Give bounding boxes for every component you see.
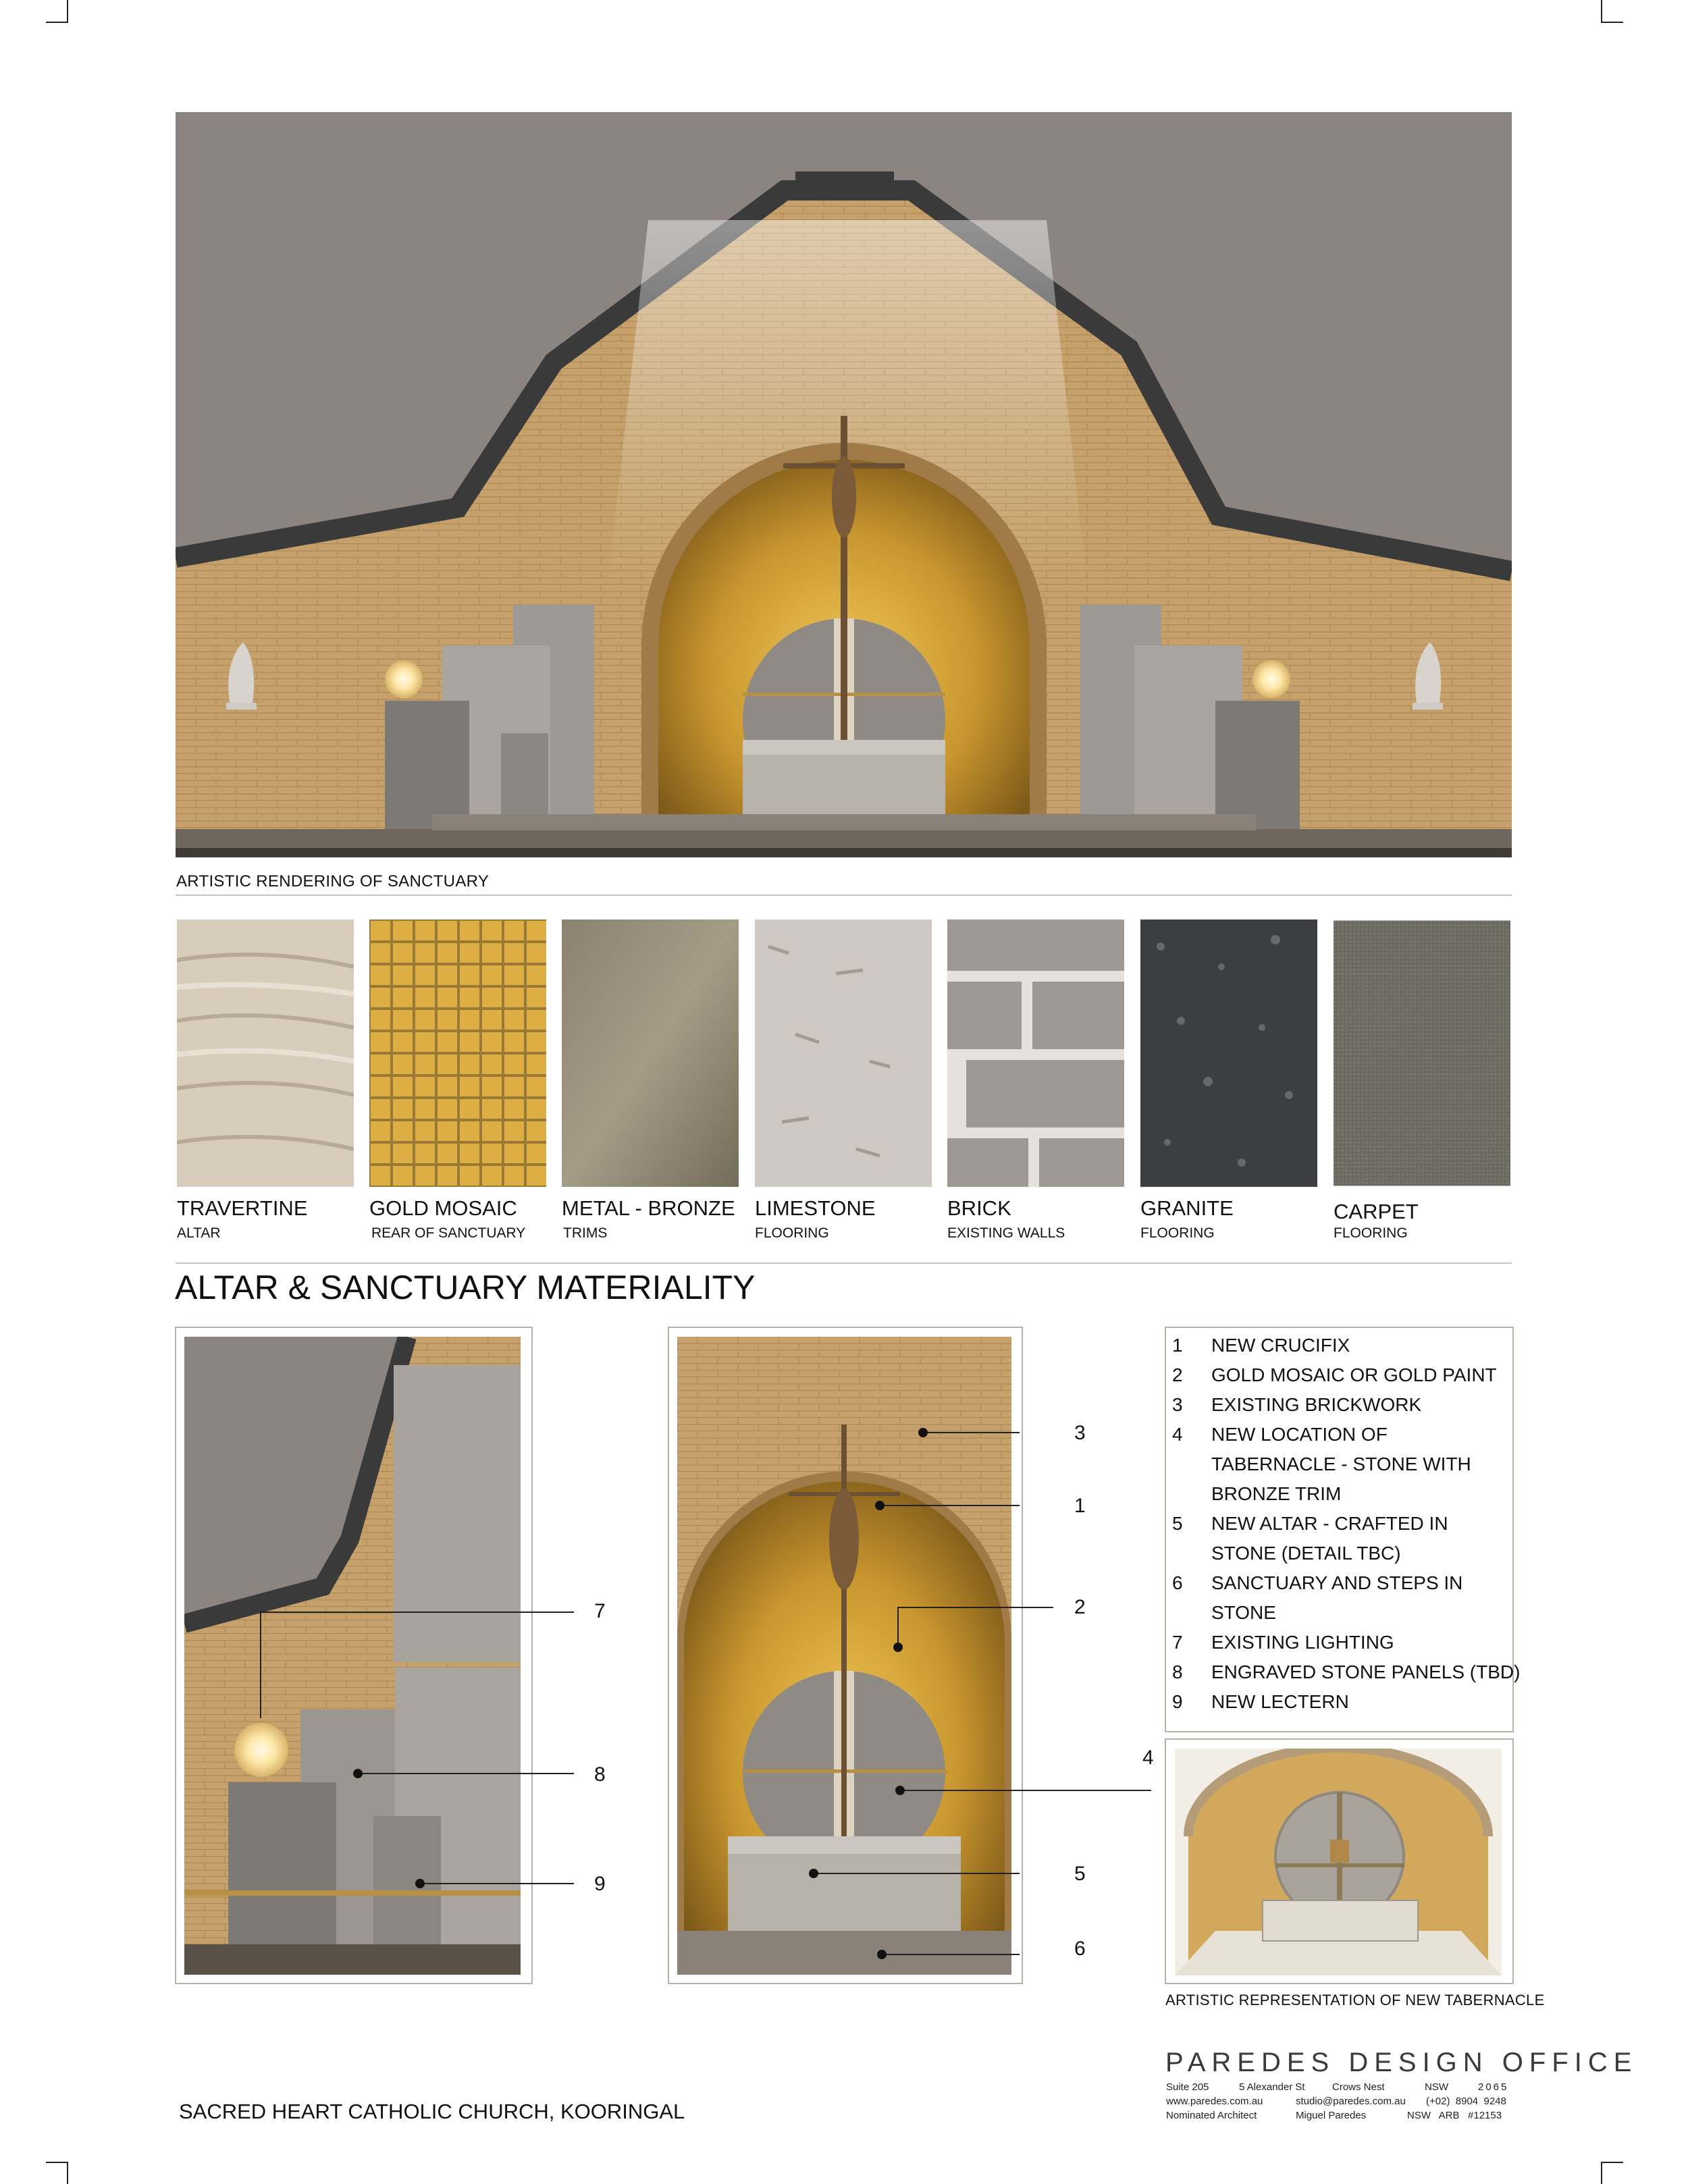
material-use: REAR OF SANCTUARY (371, 1225, 526, 1241)
callout-number: 4 (1142, 1747, 1154, 1769)
legend-number: 7 (1172, 1632, 1183, 1653)
legend-number: 1 (1172, 1335, 1183, 1356)
office-details (1166, 2081, 1517, 2122)
office-name: PAREDES DESIGN OFFICE (1165, 2048, 1638, 2077)
legend-text: NEW LECTERN (1211, 1691, 1349, 1712)
callout-number: 3 (1074, 1422, 1086, 1444)
callout-dot (895, 1786, 905, 1795)
callout-number: 6 (1074, 1938, 1086, 1960)
callout-dot (893, 1643, 903, 1652)
callout-dot (875, 1501, 885, 1510)
legend-text: TABERNACLE - STONE WITH (1211, 1454, 1471, 1474)
callout-dot (809, 1869, 818, 1878)
office-role: Nominated Architect (1166, 2110, 1257, 2121)
office-architect: Miguel Paredes (1296, 2110, 1367, 2121)
callout-number: 5 (1074, 1863, 1086, 1885)
material-name: LIMESTONE (755, 1196, 876, 1220)
legend-number: 5 (1172, 1513, 1183, 1534)
project-title: SACRED HEART CATHOLIC CHURCH, KOORINGAL (179, 2100, 685, 2123)
material-use: FLOORING (755, 1225, 829, 1241)
legend-number: 6 (1172, 1572, 1183, 1593)
legend-number: 4 (1172, 1424, 1183, 1445)
material-use: FLOORING (1334, 1225, 1408, 1241)
legend-text: ENGRAVED STONE PANELS (TBD) (1211, 1661, 1521, 1682)
legend-text: STONE (1211, 1602, 1276, 1623)
legend-text: BRONZE TRIM (1211, 1483, 1342, 1504)
legend-number: 8 (1172, 1661, 1183, 1682)
callout-number: 2 (1074, 1596, 1086, 1618)
legend-text: STONE (DETAIL TBC) (1211, 1543, 1401, 1564)
material-use: TRIMS (563, 1225, 608, 1241)
legend-number: 2 (1172, 1364, 1183, 1385)
office-phone: (+02) 8904 9248 (1426, 2096, 1506, 2107)
material-name: METAL - BRONZE (562, 1196, 735, 1220)
office-website: www.paredes.com.au (1166, 2096, 1263, 2107)
callout-number: 8 (594, 1763, 606, 1786)
callout-dot (918, 1428, 928, 1437)
material-name: CARPET (1334, 1200, 1419, 1223)
legend-number: 9 (1172, 1691, 1183, 1712)
callout-number: 9 (594, 1873, 606, 1895)
office-suburb: Crows Nest (1332, 2081, 1385, 2093)
legend-text: EXISTING LIGHTING (1211, 1632, 1394, 1653)
callout-dot (877, 1950, 887, 1959)
legend-text: NEW LOCATION OF (1211, 1424, 1388, 1445)
office-email: studio@paredes.com.au (1296, 2096, 1406, 2107)
rendering-caption: ARTISTIC RENDERING OF SANCTUARY (176, 872, 490, 890)
office-street: 5 Alexander St (1239, 2081, 1305, 2093)
legend-text: NEW ALTAR - CRAFTED IN (1211, 1513, 1448, 1534)
office-suite: Suite 205 (1166, 2081, 1209, 2093)
office-postcode: 2065 (1478, 2081, 1509, 2093)
callout-dot (353, 1769, 363, 1778)
material-use: FLOORING (1140, 1225, 1215, 1241)
legend-number: 3 (1172, 1394, 1183, 1415)
legend-text: NEW CRUCIFIX (1211, 1335, 1350, 1356)
callout-dot (415, 1879, 425, 1888)
office-state: NSW (1425, 2081, 1448, 2093)
office-arb: NSW ARB #12153 (1407, 2110, 1502, 2121)
legend-text: SANCTUARY AND STEPS IN (1211, 1572, 1463, 1593)
section-title: ALTAR & SANCTUARY MATERIALITY (175, 1269, 756, 1306)
legend-text: EXISTING BRICKWORK (1211, 1394, 1422, 1415)
material-name: TRAVERTINE (177, 1196, 308, 1220)
material-name: BRICK (947, 1196, 1011, 1220)
material-use: EXISTING WALLS (947, 1225, 1065, 1241)
material-name: GOLD MOSAIC (369, 1196, 517, 1220)
legend-text: GOLD MOSAIC OR GOLD PAINT (1211, 1364, 1497, 1385)
callout-number: 1 (1074, 1495, 1086, 1517)
material-name: GRANITE (1140, 1196, 1234, 1220)
tabernacle-caption: ARTISTIC REPRESENTATION OF NEW TABERNACLE (1165, 1992, 1545, 2008)
material-use: ALTAR (177, 1225, 221, 1241)
callout-number: 7 (594, 1600, 606, 1622)
